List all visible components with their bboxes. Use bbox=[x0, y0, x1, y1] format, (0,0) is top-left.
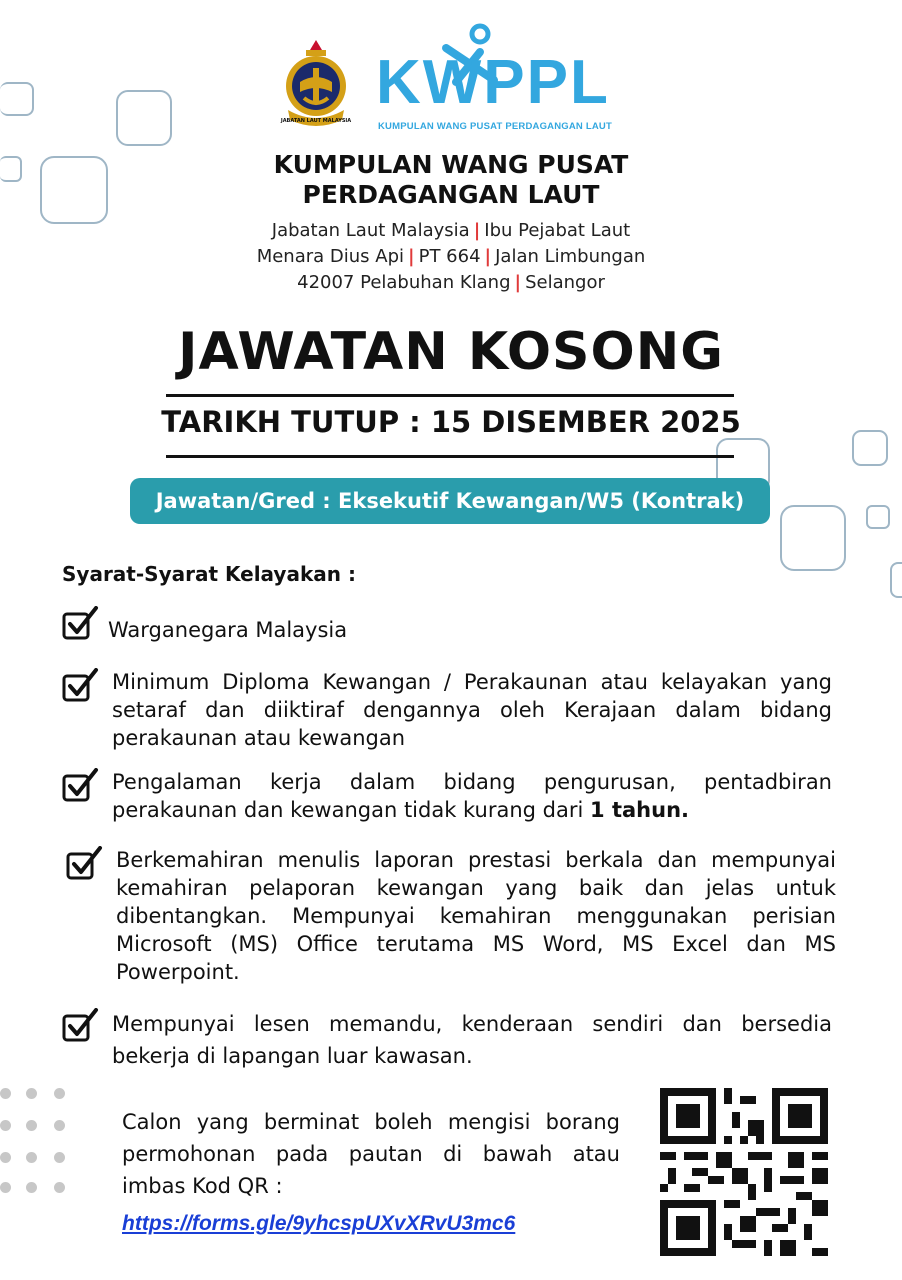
kwppl-logo-text: KWPPL bbox=[376, 48, 610, 117]
application-form-link[interactable]: https://forms.gle/9yhcspUXvXRvU3mc6 bbox=[122, 1212, 516, 1235]
address-part: Jalan Limbungan bbox=[495, 246, 646, 267]
decor-dots bbox=[0, 1088, 80, 1198]
crest-caption: JABATAN LAUT MALAYSIA bbox=[280, 118, 352, 124]
divider bbox=[166, 394, 734, 397]
checkbox-checked-icon bbox=[66, 846, 104, 882]
requirement-text-part: Pengalaman kerja dalam bidang pengurusan, pentadbiran perakaunan dan kewangan tidak kurang dari bbox=[112, 770, 832, 822]
address-part: Ibu Pejabat Laut bbox=[484, 220, 631, 241]
jabatan-laut-crest-logo bbox=[280, 36, 352, 132]
org-name-line1: KUMPULAN WANG PUSAT bbox=[273, 150, 629, 179]
requirement-text: Warganegara Malaysia bbox=[108, 618, 348, 642]
address-line bbox=[0, 270, 902, 296]
requirement-text: Minimum Diploma Kewangan / Perakaunan atau kelayakan yang setaraf dan diiktiraf dengannya oleh Kerajaan dalam bidang perakaunan atau kewangan bbox=[112, 670, 832, 750]
checkbox-checked-icon bbox=[62, 1008, 100, 1044]
address-part: Selangor bbox=[525, 272, 605, 293]
address-separator: | bbox=[484, 246, 492, 267]
requirement-text: Mempunyai lesen memandu, kenderaan sendiri dan bersedia bekerja di lapangan luar kawasan. bbox=[112, 1012, 832, 1068]
qr-code[interactable] bbox=[660, 1088, 828, 1256]
divider bbox=[166, 455, 734, 458]
address-part: 42007 Pelabuhan Klang bbox=[297, 272, 511, 293]
requirement-item bbox=[62, 768, 834, 824]
address-separator: | bbox=[514, 272, 522, 293]
position-badge: Jawatan/Gred : Eksekutif Kewangan/W5 (Kontrak) bbox=[130, 478, 770, 524]
decor-square bbox=[890, 562, 902, 598]
requirement-text bbox=[112, 768, 832, 824]
address-separator: | bbox=[408, 246, 415, 267]
requirement-emphasis: 1 tahun. bbox=[590, 798, 689, 822]
decor-square bbox=[0, 82, 34, 116]
decor-square bbox=[780, 505, 846, 571]
closing-date: TARIKH TUTUP : 15 DISEMBER 2025 bbox=[161, 405, 741, 439]
address-part: PT 664 bbox=[418, 246, 481, 267]
decor-square bbox=[866, 505, 890, 529]
apply-instructions: Calon yang berminat boleh mengisi borang permohonan pada pautan di bawah atau imbas Kod QR : bbox=[122, 1110, 620, 1198]
checkbox-checked-icon bbox=[62, 606, 100, 642]
requirement-item bbox=[62, 606, 834, 646]
kwppl-logo-subtitle: KUMPULAN WANG PUSAT PERDAGANGAN LAUT bbox=[378, 121, 612, 132]
checkbox-checked-icon bbox=[62, 668, 100, 704]
checkbox-checked-icon bbox=[62, 768, 100, 804]
requirement-text: Berkemahiran menulis laporan prestasi berkala dan mempunyai kemahiran pelaporan kewangan yang baik dan jelas untuk dibentangkan. Mempunyai kemahiran menggunakan perisian Microsoft (MS) Office terutama MS Word, MS Excel dan MS Powerpoint. bbox=[116, 848, 836, 984]
org-name-line2: PERDAGANGAN LAUT bbox=[302, 180, 600, 209]
address-line bbox=[0, 218, 902, 244]
address-line bbox=[0, 244, 902, 270]
address-separator: | bbox=[473, 220, 481, 241]
decor-square bbox=[116, 90, 172, 146]
address-part: Jabatan Laut Malaysia bbox=[271, 220, 470, 241]
requirement-item bbox=[62, 668, 834, 752]
requirement-item bbox=[62, 1008, 834, 1070]
requirement-item bbox=[62, 846, 834, 986]
page-title: JAWATAN KOSONG bbox=[178, 322, 724, 382]
address-part: Menara Dius Api bbox=[256, 246, 405, 267]
organization-name bbox=[0, 150, 902, 210]
address-block bbox=[0, 218, 902, 296]
requirements-heading: Syarat-Syarat Kelayakan : bbox=[62, 562, 356, 586]
